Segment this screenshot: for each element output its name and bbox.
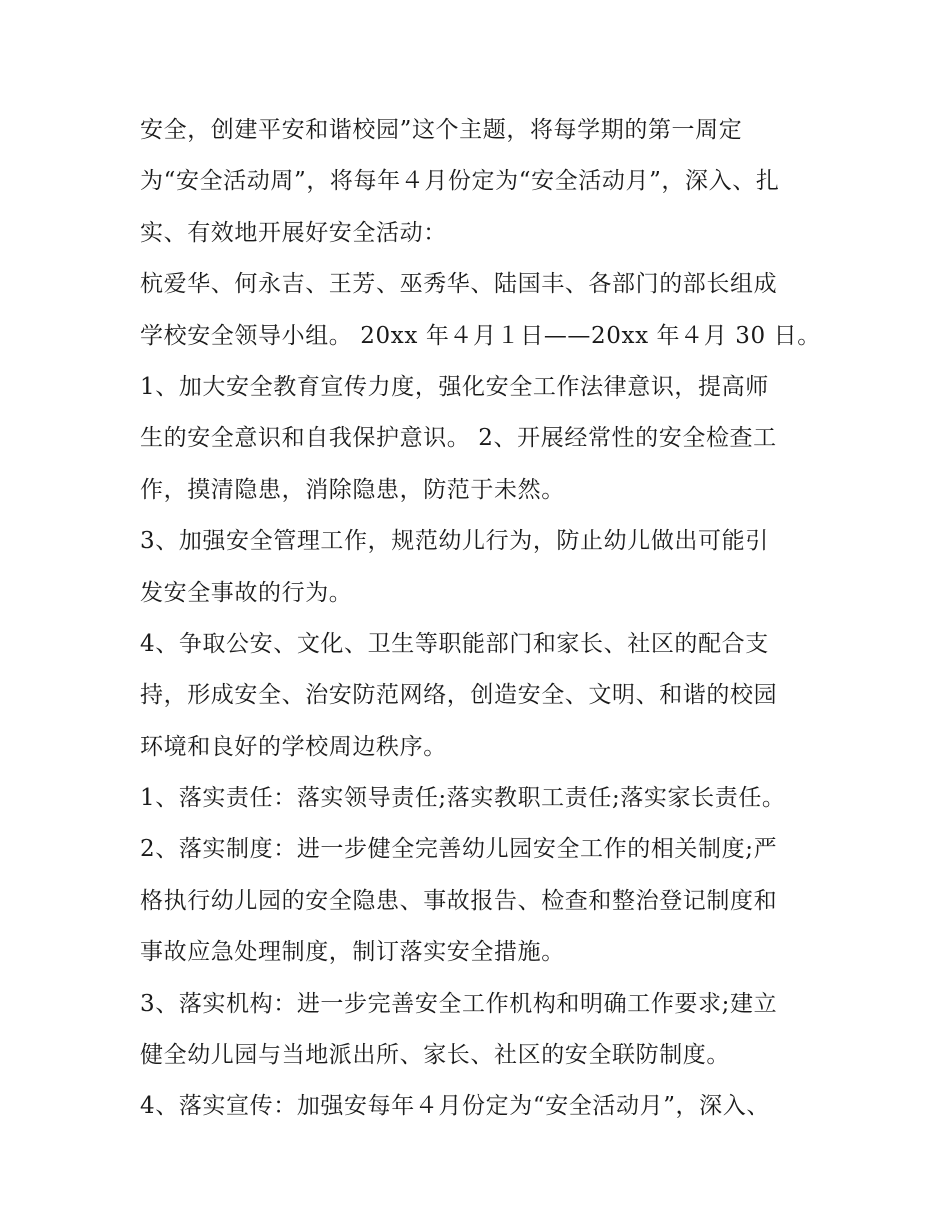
text-line: 为“安全活动周”，将每年４月份定为“安全活动月”，深入、扎 [140, 168, 780, 195]
text-line: 持，形成安全、治安防范网络，创造安全、文明、和谐的校园 [140, 682, 778, 709]
text-line: 1、加大安全教育宣传力度，强化安全工作法律意识，提高师 [140, 373, 769, 400]
text-line: 生的安全意识和自我保护意识。 2、开展经常性的安全检查工 [140, 425, 777, 452]
text-line: 1、落实责任：落实领导责任;落实教职工责任;落实家长责任。 [140, 785, 786, 812]
text-line: 杭爱华、何永吉、王芳、巫秀华、陆国丰、各部门的部长组成 [140, 271, 778, 298]
text-line: 安全，创建平安和谐校园”这个主题，将每学期的第一周定 [140, 117, 743, 143]
text-line: 2、落实制度：进一步健全完善幼儿园安全工作的相关制度;严 [140, 836, 778, 863]
text-line: 学校安全领导小组。 20xx 年４月１日——20xx 年４月 30 日。 [140, 322, 821, 349]
text-line: 格执行幼儿园的安全隐患、事故报告、检查和整治登记制度和 [140, 887, 778, 914]
text-line: 作，摸清隐患，消除隐患，防范于未然。 [140, 476, 565, 503]
text-line: 实、有效地开展好安全活动： [140, 219, 447, 246]
text-line: 3、加强安全管理工作，规范幼儿行为，防止幼儿做出可能引 [140, 528, 769, 555]
text-line: 发安全事故的行为。 [140, 579, 353, 606]
text-line: 环境和良好的学校周边秩序。 [140, 733, 447, 760]
text-line: 事故应急处理制度，制订落实安全措施。 [140, 939, 565, 966]
document-body [140, 105, 821, 1133]
text-line: 3、落实机构：进一步完善安全工作机构和明确工作要求;建立 [140, 990, 778, 1017]
text-line: 4、落实宣传：加强安每年４月份定为“安全活动月”，深入、 [140, 1093, 770, 1120]
text-line: 健全幼儿园与当地派出所、家长、社区的安全联防制度。 [140, 1042, 730, 1069]
text-line: 4、争取公安、文化、卫生等职能部门和家长、社区的配合支 [140, 630, 769, 657]
